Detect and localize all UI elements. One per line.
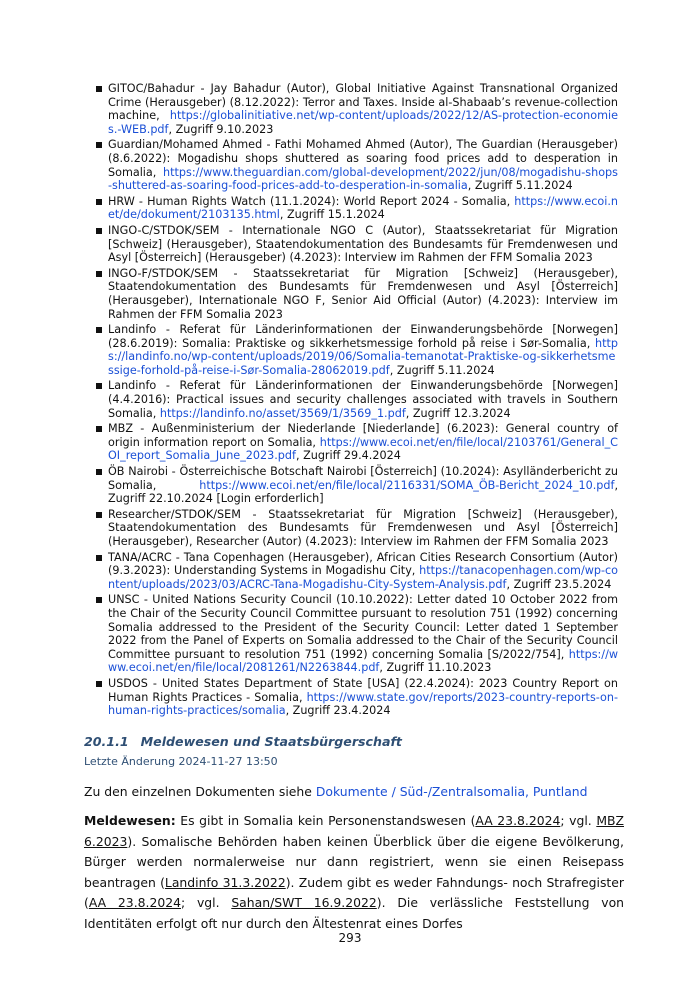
reference-item: USDOS - United States Department of State [USA] (22.4.2024): 2023 Country Report on Human Rights Practices - Somalia, https://www.state.gov/reports/2023-country-reports-on-human-rights-practices/somalia, Zugriff 23.4.2024 — [96, 677, 618, 718]
reference-item: Landinfo - Referat für Länderinformationen der Einwanderungsbehörde [Norwegen] (4.4.2016): Practical issues and security challenges associated with travels in Southern Somalia, https://landinfo.no/asset/3569/1/3569_1.pdf, Zugriff 12.3.2024 — [96, 379, 618, 420]
citation-link[interactable]: Landinfo 31.3.2022 — [164, 874, 286, 890]
citation-link[interactable]: AA 23.8.2024 — [475, 813, 561, 828]
reference-link[interactable]: https://www.ecoi.net/en/file/local/2116331/SOMA_ÖB-Bericht_2024_10.pdf — [199, 478, 615, 492]
page-number: 293 — [338, 931, 362, 945]
reference-link[interactable]: https://www.state.gov/reports/2023-country-reports-on-human-rights-practices/somalia — [108, 690, 618, 718]
reference-item: ÖB Nairobi - Österreichische Botschaft Nairobi [Österreich] (10.2024): Asylländerbericht zu Somalia, https://www.ecoi.net/en/file/local/2116331/SOMA_ÖB-Bericht_2024_10.pdf, Zugriff 22.10.2024 [Login erforderlich] — [96, 465, 618, 506]
reference-list — [96, 82, 618, 720]
reference-item: INGO-C/STDOK/SEM - Internationale NGO C (Autor), Staatssekretariat für Migration [Schweiz] (Herausgeber), Staatendokumentation des Bundesamts für Fremdenwesen und Asyl [Österreich] (Herausgeber) (4.2023): Interview im Rahmen der FFM Somalia 2023 — [96, 224, 618, 265]
reference-item: TANA/ACRC - Tana Copenhagen (Herausgeber), African Cities Research Consortium (Autor) (9.3.2023): Understanding Systems in Mogadishu City, https://tanacopenhagen.com/wp-content/uploads/2023/03/ACRC-Tana-Mogadishu-City-System-Analysis.pdf, Zugriff 23.5.2024 — [96, 551, 618, 592]
reference-link[interactable]: https://tanacopenhagen.com/wp-content/uploads/2023/03/ACRC-Tana-Mogadishu-City-System-Analysis.pdf — [108, 564, 618, 591]
reference-link[interactable]: https://www.ecoi.net/de/dokument/2103135.html — [108, 194, 618, 222]
reference-item: Landinfo - Referat für Länderinformationen der Einwanderungsbehörde [Norwegen] (28.6.2019): Somalia: Praktiske og sikkerhetsmessige forhold på reise i Sør-Somalia, https://landinfo.no/wp-content/uploads/2019/06/Somalia-temanotat-Praktiske-og-sikkerhetsmessige-forhold-på-reise-i-Sør-Somalia-28062019.pdf, Zugriff 5.11.2024 — [96, 323, 618, 377]
citation-link[interactable]: MBZ 6.2023 — [84, 813, 624, 849]
reference-link[interactable]: https://www.theguardian.com/global-development/2022/jun/08/mogadishu-shops-shuttered-as-soaring-food-prices-add-to-desperation-in-somalia — [108, 165, 618, 193]
body-paragraph: Meldewesen: Es gibt in Somalia kein Personenstandswesen (AA 23.8.2024; vgl. MBZ 6.2023). Somalische Behörden haben keinen Überblick über die eigene Bevölkerung, Bürger werden normalerweise nur dann registriert, wenn sie einen Reisepass beantragen (Landinfo 31.3.2022). Zudem gibt es weder Fahndungs- noch Strafregister (AA 23.8.2024; vgl. Sahan/SWT 16.9.2022). Die verlässliche Feststellung von Identitäten erfolgt oft nur durch den Ältestenrat eines Dorfes — [84, 813, 624, 931]
paragraph-lead: Meldewesen: — [84, 813, 176, 828]
reference-link[interactable]: https://www.ecoi.net/en/file/local/2081261/N2263844.pdf — [108, 647, 618, 675]
section-title: Meldewesen und Staatsbürgerschaft — [140, 734, 402, 749]
reference-item: Guardian/Mohamed Ahmed - Fathi Mohamed Ahmed (Autor), The Guardian (Herausgeber) (8.6.2022): Mogadishu shops shuttered as soaring food prices add to desperation in Somalia, https://www.theguardian.com/global-development/2022/jun/08/mogadishu-shops-shuttered-as-soaring-food-prices-add-to-desperation-in-somalia, Zugriff 5.11.2024 — [96, 138, 618, 192]
citation-link[interactable]: AA 23.8.2024 — [88, 895, 181, 910]
section-heading — [84, 734, 624, 749]
documents-link[interactable]: Dokumente / Süd-/Zentralsomalia, Puntland — [315, 784, 588, 799]
last-modified: Letzte Änderung 2024-11-27 13:50 — [84, 755, 278, 768]
reference-item: INGO-F/STDOK/SEM - Staatssekretariat für Migration [Schweiz] (Herausgeber), Staatendokumentation des Bundesamts für Fremdenwesen und Asyl [Österreich] (Herausgeber), Internationale NGO F, Senior Aid Official (Autor) (4.2023): Interview im Rahmen der FFM Somalia 2023 — [96, 267, 618, 321]
section-meldewesen — [84, 734, 624, 934]
citation-link[interactable]: Sahan/SWT 16.9.2022 — [231, 895, 377, 910]
reference-item: GITOC/Bahadur - Jay Bahadur (Autor), Global Initiative Against Transnational Organized Crime (Herausgeber) (8.12.2022): Terror and Taxes. Inside al-Shabaab’s revenue-collection machine, https://globalinitiative.net/wp-content/uploads/2022/12/AS-protection-economies.-WEB.pdf, Zugriff 9.10.2023 — [96, 82, 618, 136]
reference-item: UNSC - United Nations Security Council (10.10.2022): Letter dated 10 October 2022 from the Chair of the Security Council Committee pursuant to resolution 751 (1992) concerning Somalia addressed to the President of the Security Council: Letter dated 1 September 2022 from the Panel of Experts on Somalia addressed to the Chair of the Security Council Committee pursuant to resolution 751 (1992) concerning Somalia [S/2022/754], https://www.ecoi.net/en/file/local/2081261/N2263844.pdf, Zugriff 11.10.2023 — [96, 593, 618, 675]
reference-item: MBZ - Außenministerium der Niederlande [Niederlande] (6.2023): General country of origin information report on Somalia, https://www.ecoi.net/en/file/local/2103761/General_COI_report_Somalia_June_2023.pdf, Zugriff 29.4.2024 — [96, 422, 618, 463]
reference-item: Researcher/STDOK/SEM - Staatssekretariat für Migration [Schweiz] (Herausgeber), Staatendokumentation des Bundesamts für Fremdenwesen und Asyl [Österreich] (Herausgeber), Researcher (Autor) (4.2023): Interview im Rahmen der FFM Somalia 2023 — [96, 508, 618, 549]
documents-line: Zu den einzelnen Dokumenten siehe Dokumente / Süd-/Zentralsomalia, Puntland — [84, 784, 588, 799]
reference-link[interactable]: https://landinfo.no/wp-content/uploads/2019/06/Somalia-temanotat-Praktiske-og-sikkerhetsmessige-forhold-på-reise-i-Sør-Somalia-28062019.pdf — [108, 336, 618, 377]
section-number: 20.1.1 — [84, 734, 129, 749]
reference-link[interactable]: https://www.ecoi.net/en/file/local/2103761/General_COI_report_Somalia_June_2023.pdf — [108, 435, 618, 463]
reference-item: HRW - Human Rights Watch (11.1.2024): World Report 2024 - Somalia, https://www.ecoi.net/de/dokument/2103135.html, Zugriff 15.1.2024 — [96, 195, 618, 222]
reference-link[interactable]: https://landinfo.no/asset/3569/1/3569_1.pdf — [159, 406, 406, 420]
reference-link[interactable]: https://globalinitiative.net/wp-content/uploads/2022/12/AS-protection-economies.-WEB.pdf — [108, 109, 618, 136]
